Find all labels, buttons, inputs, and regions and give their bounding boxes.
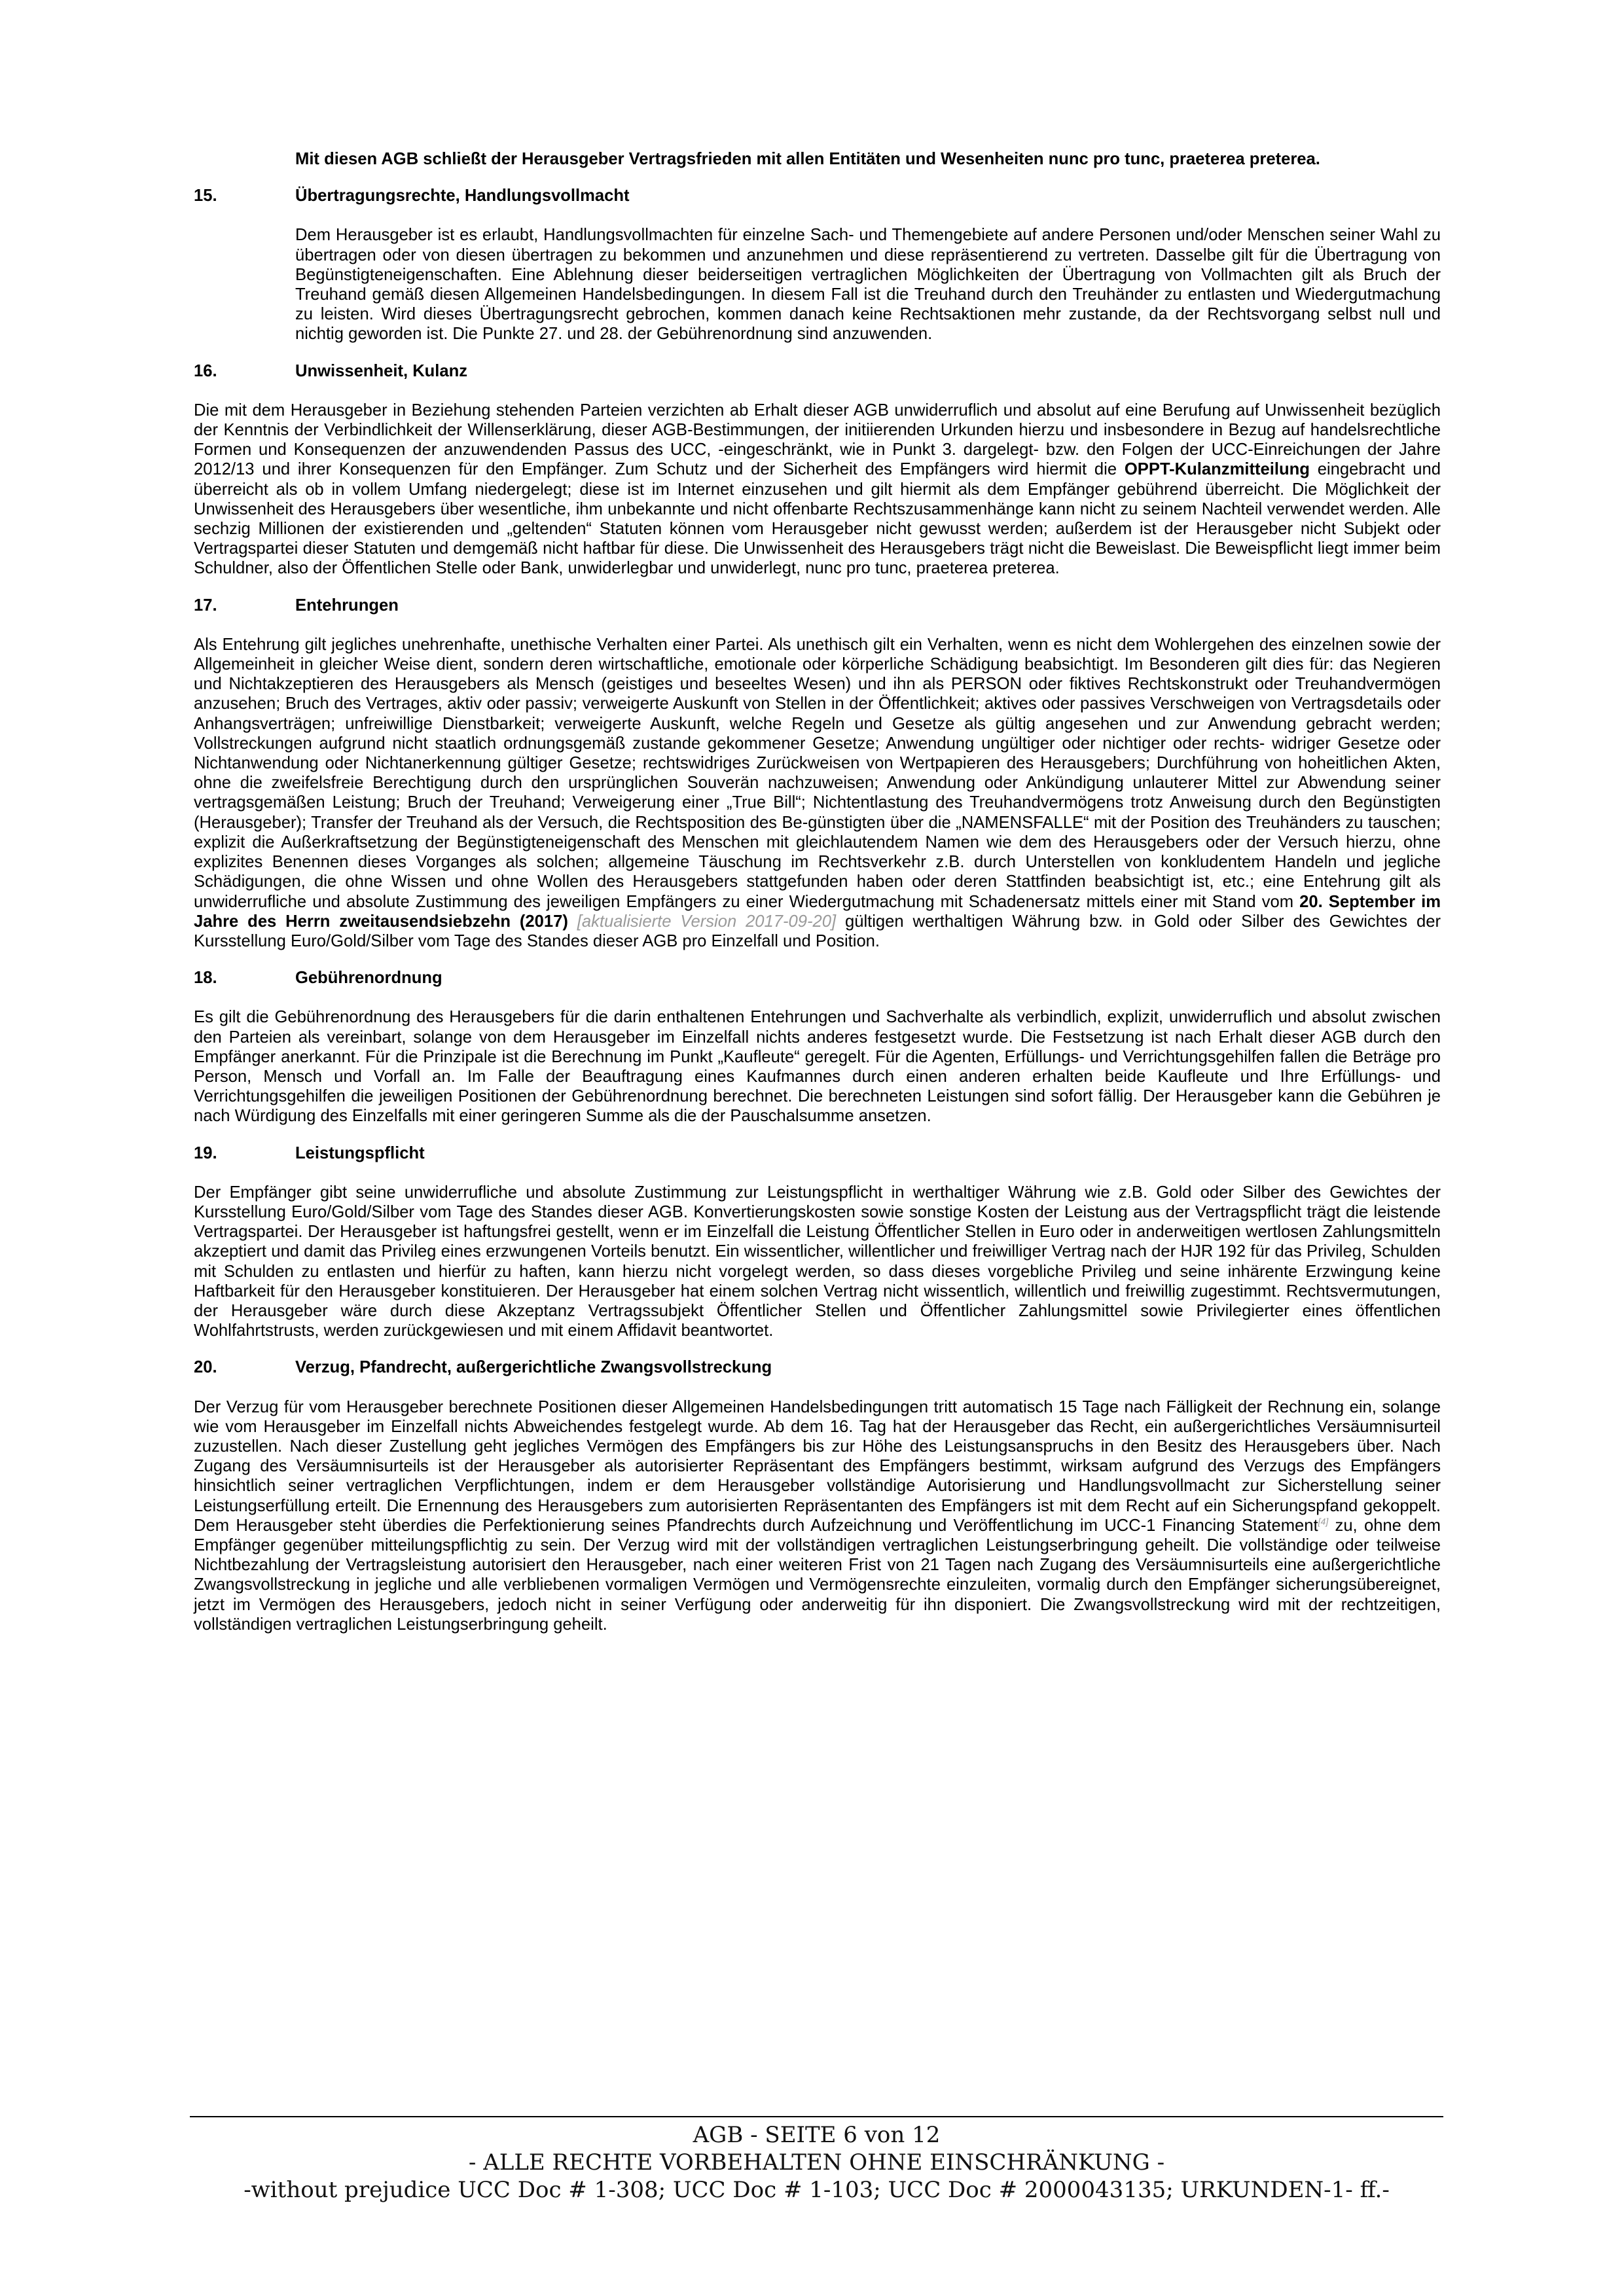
section-19-heading [194, 1143, 1441, 1163]
section-16-text [194, 401, 1441, 579]
text-run: Als Entehrung gilt jegliches unehrenhafte, unethische Verhalten einer Partei. Als unethisch gilt ein Verhalten, wenn es nicht dem Wohlergehen des einzelnen sowie der Allgemeinheit in gleicher Weise dient, sondern deren wirtschaftliche, emotionale oder körperliche Schädigung beabsichtigt. Im Besonderen gilt dies für: das Negieren und Nichtakzeptieren des Herausgebers als Mensch (geistiges und beseeltes Wesen) und ihn als PERSON oder fiktives Rechtskonstrukt oder Treuhandvermögen anzusehen; Bruch des Vertrages, aktiv oder passiv; verweigerte Auskunft von Stellen in der Öffentlichkeit; aktives oder passives Verschweigen von Vertragsdetails oder Anhangsverträgen; unfreiwillige Dienstbarkeit; verweigerte Auskunft, welche Regeln und Gesetze als gültig angesehen und zur Anwendung gebracht werden; Vollstreckungen aufgrund nicht staatlich ordnungsgemäß zustande gekommener Gesetze; Anwendung ungültiger oder nichtiger oder rechts- widriger Gesetze oder Nichtanwendung oder Nichtanerkennung gültiger Gesetze; rechtswidriges Zurückweisen von Wertpapieren des Herausgebers; Durchführung von hoheitlichen Akten, ohne die zweifelsfreie Berechtigung durch den ursprünglichen Souverän nachzuweisen; Anwendung oder Ankündigung unlauterer Mittel zur Abwendung seiner vertragsgemäßen Leistung; Bruch der Treuhand; Verweigerung einer „True Bill“; Nichtentlastung des Treuhandvermögens trotz Anweisung durch den Begünstigten (Herausgeber); Transfer der Treuhand als der Versuch, die Rechtsposition des Be-günstigten über die „NAMENSFALLE“ mit der Position des Treuhänders zu tauschen; explizit die Außerkraftsetzung der Begünstigteneigenschaft des Menschen mit gleichlautendem Namen wie dem des Herausgebers oder der Versuch hierzu, ohne explizites Benennen dieses Vorganges als solchen; allgemeine Täuschung im Rechtsverkehr z.B. durch Unterstellen von konkludentem Handeln und jegliche Schädigungen, die ohne Wissen und ohne Wollen des Herausgebers stattgefunden haben oder deren Stattfinden beabsichtigt ist, etc.; eine Entehrung gilt als unwiderrufliche und absolute Zustimmung des jeweiligen Empfängers zu einer Wiedergutmachung mit Schadenersatz mittels einer mit Stand vom [194, 635, 1441, 911]
section-15-heading [194, 186, 1441, 206]
section-number: 17. [194, 596, 217, 615]
section-title: Gebührenordnung [295, 969, 442, 988]
emphasis-text: 20. September im Jahre des Herrn zweitausendsiebzehn (2017) [194, 892, 1441, 931]
section-16-heading [194, 361, 1441, 381]
section-17-heading [194, 596, 1441, 615]
document-page [194, 149, 1441, 1637]
section-17-text [194, 635, 1441, 951]
text-run: gültigen werthaltigen Währung bzw. in Gold oder Silber des Gewichtes der Kursstellung Euro/Gold/Silber vom Tage des Standes dieser AGB pro Einzelfall und Position. [194, 912, 1441, 950]
footnote-marker: [4] [1318, 1516, 1329, 1527]
text-run: Die mit dem Herausgeber in Beziehung stehenden Parteien verzichten ab Erhalt dieser AGB unwiderruflich und absolut auf eine Berufung auf Unwissenheit bezüglich der Kenntnis der Verbindlichkeit der Willenserklärung, dieser AGB-Bestimmungen, der initiierenden Urkunden hierzu und insbesondere in Bezug auf handelsrechtliche Formen und Konsequenzen der anzuwendenden Passus des UCC, -eingeschränkt, wie in Punkt 3. dargelegt- bzw. den Folgen der UCC-Einreichungen der Jahre 2012/13 und ihrer Konsequenzen für den Empfänger. Zum Schutz und der Sicherheit des Empfängers wird hiermit die [194, 401, 1441, 479]
text-run: eingebracht und überreicht als ob in vollem Umfang niedergelegt; diese ist im Internet einzusehen und gilt hiermit als dem Empfänger gebührend überreicht. Die Möglichkeit der Unwissenheit des Herausgebers über wesentliche, ihm unbekannte und nicht offenbarte Rechtszusammenhänge kann nicht zu seinem Nachteil verwendet werden. Alle sechzig Millionen der existierenden und „geltenden“ Statuten können vom Herausgeber nicht gewusst werden; außerdem ist der Herausgeber nicht Subjekt oder Vertragspartei dieser Statuten und demgemäß nicht haftbar für diese. Die Unwissenheit des Herausgebers trägt nicht die Beweislast. Die Beweispflicht liegt immer beim Schuldner, also der Öffentlichen Stelle oder Bank, unwiderlegbar und unwiderlegt, nunc pro tunc, praeterea preterea. [194, 460, 1441, 578]
footer-page-number: AGB - SEITE 6 von 12 [693, 2122, 941, 2148]
page-footer [190, 2116, 1443, 2204]
section-19-text: Der Empfänger gibt seine unwiderrufliche und absolute Zustimmung zur Leistungspflicht in werthaltiger Währung wie z.B. Gold oder Silber des Gewichtes der Kursstellung Euro/Gold/Silber vom Tage des Standes dieser AGB. Konvertierungskosten sowie sonstige Kosten der Leistung aus der Vertragspflicht trägt die leistende Vertragspartei. Der Herausgeber ist haftungsfrei gestellt, wenn er im Einzelfall die Leistung Öffentlicher Stellen in Euro oder in anderweitigen wertlosen Zahlungsmitteln akzeptiert und damit das Privileg eines erzwungenen Vorteils benutzt. Ein wissentlicher, willentlicher und freiwilliger Vertrag nach der HJR 192 für das Privileg, Schulden mit Schulden zu entlasten und hierfür zu haften, kann hierzu nicht vorgelegt werden, so dass dieses vorgebliche Privileg und seine inhärente Erzwingung keine Haftbarkeit für den Herausgeber konstituieren. Der Herausgeber hat einem solchen Vertrag nicht wissentlich, willentlich und freiwillig zugestimmt. Rechtsvermutungen, der Herausgeber wäre durch diese Akzeptanz Vertragssubjekt Öffentlicher Stellen und Öffentlicher Zahlungsmittel sowie Privilegierter eines öffentlichen Wohlfahrtstrusts, werden zurückgewiesen und mit einem Affidavit beantwortet. [194, 1183, 1441, 1340]
section-number: 20. [194, 1358, 217, 1377]
section-number: 16. [194, 361, 217, 380]
section-number: 18. [194, 969, 217, 988]
section-title: Verzug, Pfandrecht, außergerichtliche Zwangsvollstreckung [295, 1358, 772, 1377]
section-title: Leistungspflicht [295, 1143, 425, 1162]
section-15-text: Dem Herausgeber ist es erlaubt, Handlungsvollmachten für einzelne Sach- und Themengebiete auf andere Personen und/oder Menschen seiner Wahl zu übertragen oder von diesen übertragen zu bekommen und anzunehmen und diese repräsentierend zu vertreten. Dasselbe gilt für die Übertragung von Begünstigteneigenschaften. Eine Ablehnung dieser beiderseitigen vertraglichen Möglichkeiten der Übertragung von Vollmachten gilt als Bruch der Treuhand gemäß diesen Allgemeinen Handelsbedingungen. In diesem Fall ist die Treuhand durch den Treuhänder zu entlasten und Wiedergutmachung zu leisten. Wird dieses Übertragungsrecht gebrochen, kommen danach keine Rechtsaktionen mehr zustande, da der Rechtsvorgang selbst null und nichtig geworden ist. Die Punkte 27. und 28. der Gebührenordnung sind anzuwenden. [295, 226, 1441, 344]
section-title: Entehrungen [295, 596, 399, 615]
footer-rights: - ALLE RECHTE VORBEHALTEN OHNE EINSCHRÄNKUNG - [468, 2149, 1165, 2176]
section-title: Unwissenheit, Kulanz [295, 361, 468, 380]
footer-reference: -without prejudice UCC Doc # 1-308; UCC Doc # 1-103; UCC Doc # 2000043135; URKUNDEN-1- ff.- [244, 2177, 1390, 2203]
version-note: [aktualisierte Version 2017-09-20] [577, 912, 837, 931]
emphasis-text: OPPT-Kulanzmitteilung [1124, 460, 1310, 479]
section-number: 19. [194, 1143, 217, 1162]
section-title: Übertragungsrechte, Handlungsvollmacht [295, 187, 630, 206]
section-20-heading [194, 1357, 1441, 1377]
intro-paragraph: Mit diesen AGB schließt der Herausgeber Vertragsfrieden mit allen Entitäten und Wesenheiten nunc pro tunc, praeterea preterea. [295, 150, 1320, 168]
text-run: zu, ohne dem Empfänger gegenüber mitteilungspflichtig zu sein. Der Verzug wird mit der vollständigen vertraglichen Leistungserbringung geheilt. Die vollständige oder teilweise Nichtbezahlung der Vertragsleistung autorisiert den Herausgeber, nach einer weiteren Frist von 21 Tagen nach Zugang des Versäumnisurteils eine außergerichtliche Zwangsvollstreckung in jegliche und alle verbliebenen vormaligen Vermögen und Vermögensrechte einzuleiten, vormalig durch den Empfänger sicherungsübereignet, jetzt im Vermögen des Herausgebers, jedoch nicht in seiner Verfügung oder anderweitig für ihn disponiert. Die Zwangsvollstreckung wird mit der rechtzeitigen, vollständigen vertraglichen Leistungserbringung geheilt. [194, 1516, 1441, 1634]
section-18-heading [194, 968, 1441, 988]
text-run: Der Verzug für vom Herausgeber berechnete Positionen dieser Allgemeinen Handelsbedingungen tritt automatisch 15 Tage nach Fälligkeit der Rechnung ein, solange wie vom Herausgeber im Einzelfall nichts Abweichendes festgelegt wurde. Ab dem 16. Tag hat der Herausgeber das Recht, ein außergerichtliches Versäumnisurteil zuzustellen. Nach dieser Zustellung geht jegliches Vermögen des Empfängers bis zur Höhe des Leistungsanspruchs in den Besitz des Herausgebers über. Nach Zugang des Versäumnisurteils ist der Herausgeber als autorisierter Repräsentant des Empfängers bestimmt, wirksam aufgrund des Verzugs des Empfängers hinsichtlich seiner vertraglichen Verpflichtungen, indem er dem Herausgeber vollständige Autorisierung und Handlungsvollmacht zur Sicherstellung seiner Leistungserfüllung erteilt. Die Ernennung des Herausgebers zum autorisierten Repräsentanten des Empfängers ist mit dem Recht auf ein Sicherungspfand gekoppelt. Dem Herausgeber steht überdies die Perfektionierung seines Pfandrechts durch Aufzeichnung und Veröffentlichung im UCC-1 Financing Statement [194, 1397, 1441, 1535]
section-number: 15. [194, 187, 217, 206]
section-20-text [194, 1397, 1441, 1634]
section-18-text: Es gilt die Gebührenordnung des Herausgebers für die darin enthaltenen Entehrungen und Sachverhalte als verbindlich, explizit, unwiderruflich und absolut zwischen den Parteien als vereinbart, solange von dem Herausgeber im Einzelfall nichts anderes festgesetzt wurde. Die Festsetzung ist nach Erhalt dieser AGB durch den Empfänger anerkannt. Für die Prinzipale ist die Berechnung im Punkt „Kaufleute“ geregelt. Für die Agenten, Erfüllungs- und Verrichtungsgehilfen fallen die Beträge pro Person, Mensch und Vorfall an. Im Falle der Beauftragung eines Kaufmannes durch einen anderen erhalten beide Kaufleute und Ihre Erfüllungs- und Verrichtungsgehilfen die jeweiligen Positionen der Gebührenordnung berechnet. Die berechneten Leistungen sind sofort fällig. Der Herausgeber kann die Gebühren je nach Würdigung des Einzelfalls mit einer geringeren Summe als die der Pauschalsumme ansetzen. [194, 1008, 1441, 1126]
